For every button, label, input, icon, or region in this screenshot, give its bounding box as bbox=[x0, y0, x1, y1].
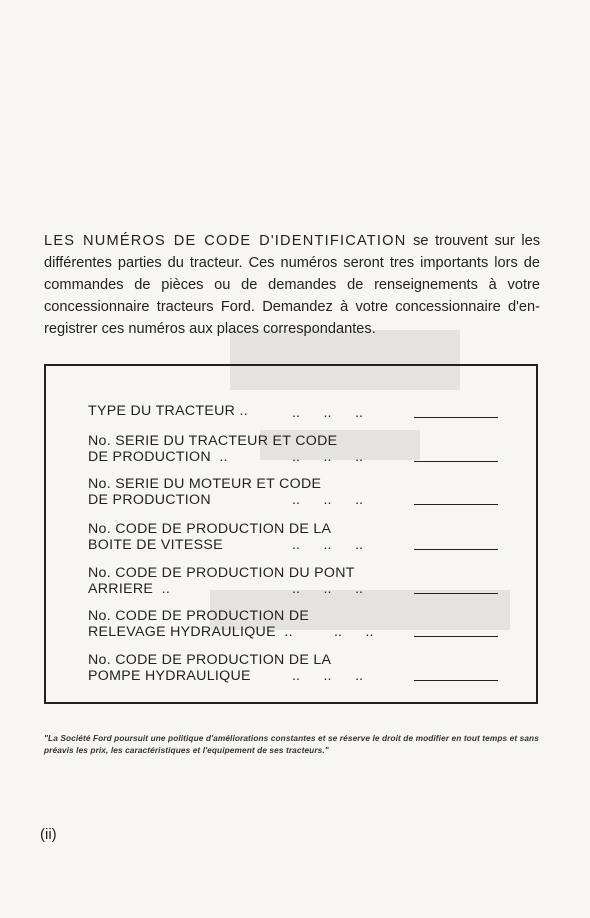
form-entry-gearbox-code bbox=[88, 521, 498, 553]
entry-label-line2: DE PRODUCTION .. bbox=[88, 449, 228, 465]
form-entry-hydraulic-lift-code bbox=[88, 608, 498, 640]
entry-label-line1: No. CODE DE PRODUCTION DU PONT bbox=[88, 565, 355, 581]
entry-leader-dots: .. .. .. bbox=[292, 492, 363, 508]
entry-leader-dots: .. .. .. bbox=[292, 537, 363, 553]
intro-body: se trouvent sur les différentes parties du tracteur. Ces numéros seront tres importants lors de commandes de pièces ou de demandes de renseignements à votre concessionnaire tracteurs Ford. Demandez à votre concessionnaire d'en-registrer ces numéros aux places correspondantes. bbox=[44, 233, 541, 337]
entry-label-line1: No. CODE DE PRODUCTION DE LA bbox=[88, 652, 332, 668]
entry-fill-blank[interactable] bbox=[414, 417, 498, 418]
identification-form bbox=[44, 364, 538, 704]
entry-label-line1: No. CODE DE PRODUCTION DE bbox=[88, 608, 310, 624]
entry-label-line2: BOITE DE VITESSE bbox=[88, 537, 223, 553]
entry-leader-dots: .. .. .. bbox=[292, 668, 363, 684]
form-entry-rear-axle-code bbox=[88, 565, 498, 597]
entry-leader-dots: .. .. bbox=[334, 624, 374, 640]
entry-label: TYPE DU TRACTEUR .. bbox=[88, 403, 248, 419]
entry-fill-blank[interactable] bbox=[414, 504, 498, 505]
form-entry-tractor-serial bbox=[88, 433, 498, 465]
intro-paragraph bbox=[44, 230, 540, 340]
entry-label-line2: RELEVAGE HYDRAULIQUE .. bbox=[88, 624, 293, 640]
entry-label-line2: DE PRODUCTION bbox=[88, 492, 211, 508]
entry-fill-blank[interactable] bbox=[414, 636, 498, 637]
entry-leader-dots: .. .. .. bbox=[292, 449, 363, 465]
page-number: (ii) bbox=[40, 826, 57, 843]
form-entry-hydraulic-pump-code bbox=[88, 652, 498, 684]
entry-label-line2: POMPE HYDRAULIQUE bbox=[88, 668, 251, 684]
intro-lead: LES NUMÉROS DE CODE D'IDENTIFICATION bbox=[44, 233, 407, 249]
entry-label-line1: No. CODE DE PRODUCTION DE LA bbox=[88, 521, 332, 537]
entry-label-line2: ARRIERE .. bbox=[88, 581, 171, 597]
entry-fill-blank[interactable] bbox=[414, 461, 498, 462]
entry-label-line1: No. SERIE DU TRACTEUR ET CODE bbox=[88, 433, 338, 449]
entry-fill-blank[interactable] bbox=[414, 593, 498, 594]
form-entry-engine-serial bbox=[88, 476, 498, 508]
entry-leader-dots: .. .. .. bbox=[292, 405, 363, 421]
form-entry-tractor-type bbox=[88, 403, 498, 421]
entry-fill-blank[interactable] bbox=[414, 680, 498, 681]
entry-label-line1: No. SERIE DU MOTEUR ET CODE bbox=[88, 476, 322, 492]
entry-fill-blank[interactable] bbox=[414, 549, 498, 550]
legal-footnote: "La Société Ford poursuit une politique d'améliorations constantes et se réserve le droit de modifier en tout temps et sans préavis les prix, les caractéristiques et l'equipement de ses tracteurs." bbox=[44, 733, 539, 755]
entry-leader-dots: .. .. .. bbox=[292, 581, 363, 597]
